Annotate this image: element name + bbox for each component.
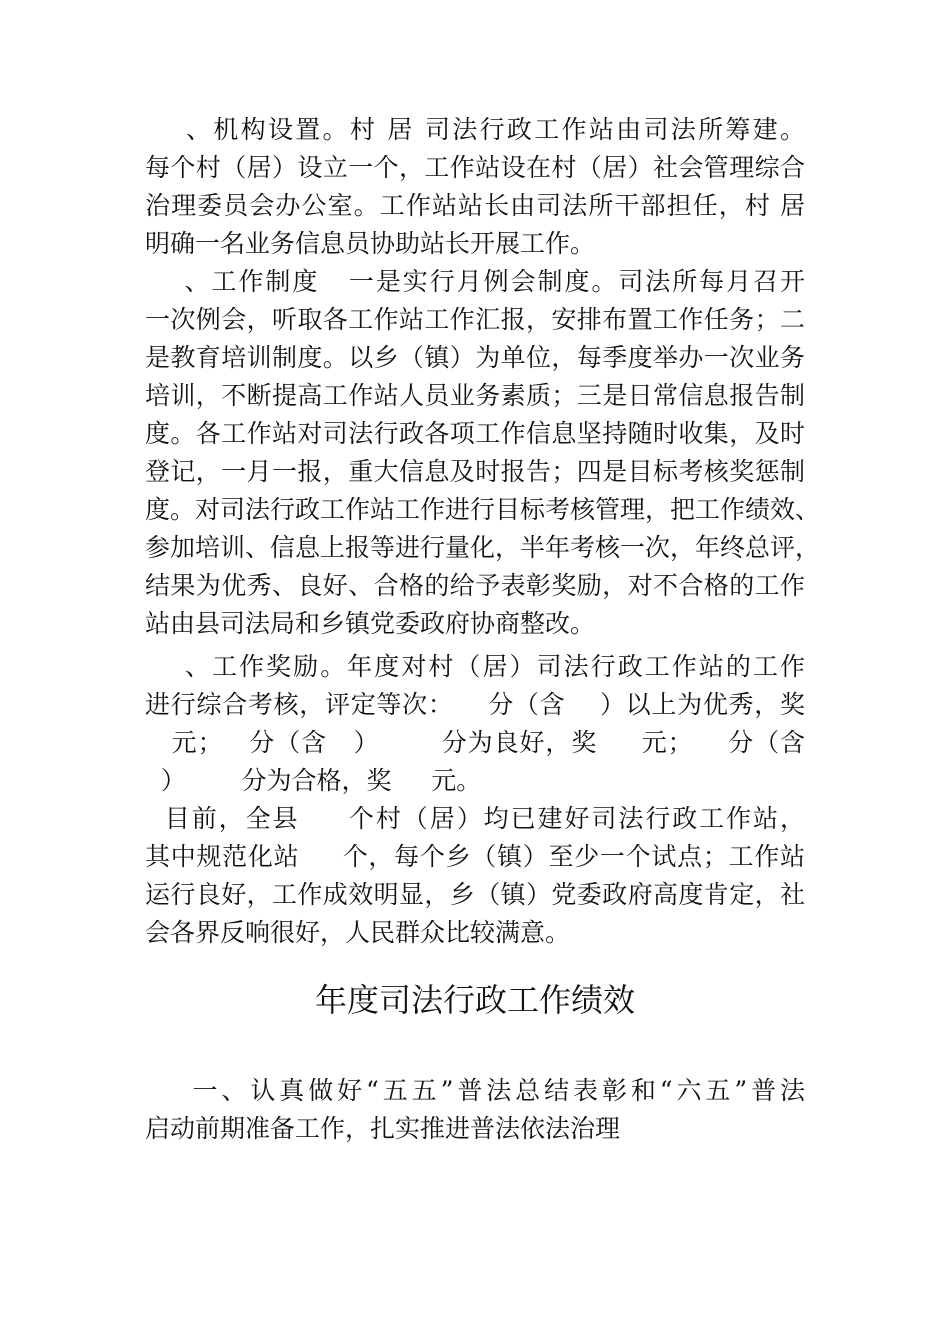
paragraph-line: 站由县司法局和乡镇党委政府协商整改。	[145, 609, 596, 638]
paragraph-line: 登记，一月一报，重大信息及时报告；四是目标考核奖惩制	[145, 457, 805, 486]
paragraph-line: 明确一名业务信息员协助站长开展工作。	[145, 229, 596, 258]
paragraph-line: 、机构设置。村 居 司法行政工作站由司法所筹建。	[145, 115, 805, 144]
paragraph-line: 进行综合考核，评定等次： 分（含 ）以上为优秀，奖	[145, 690, 805, 719]
paragraph-line: 参加培训、信息上报等进行量化，半年考核一次，年终总评，	[145, 533, 821, 562]
paragraph-line: 、工作制度 一是实行月例会制度。司法所每月召开	[145, 267, 805, 296]
paragraph-line: 是教育培训制度。以乡（镇）为单位，每季度举办一次业务	[145, 343, 805, 372]
paragraph-line: 其中规范化站 个，每个乡（镇）至少一个试点；工作站	[145, 842, 805, 871]
paragraph-line: 运行良好，工作成效明显，乡（镇）党委政府高度肯定，社	[145, 880, 805, 909]
paragraph-line: 元； 分（含 ） 分为良好，奖 元； 分（含	[145, 728, 805, 757]
paragraph-line: 结果为优秀、良好、合格的给予表彰奖励，对不合格的工作	[145, 571, 805, 600]
paragraph-line: ） 分为合格，奖 元。	[145, 766, 482, 795]
paragraph-line: 、工作奖励。年度对村（居）司法行政工作站的工作	[145, 652, 805, 681]
paragraph-line: 度。各工作站对司法行政各项工作信息坚持随时收集，及时	[145, 419, 805, 448]
paragraph-line: 度。对司法行政工作站工作进行目标考核管理，把工作绩效、	[145, 495, 821, 524]
paragraph-line: 一、认真做好“五五”普法总结表彰和“六五”普法	[145, 1076, 805, 1105]
paragraph-line: 每个村（居）设立一个，工作站设在村（居）社会管理综合	[145, 153, 805, 182]
paragraph-line: 一次例会，听取各工作站工作汇报，安排布置工作任务；二	[145, 305, 805, 334]
paragraph-line: 启动前期准备工作，扎实推进普法依法治理	[145, 1114, 621, 1143]
paragraph-line: 目前，全县 个村（居）均已建好司法行政工作站，	[145, 804, 805, 833]
paragraph-line: 培训，不断提高工作站人员业务素质；三是日常信息报告制	[145, 381, 805, 410]
paragraph-line: 治理委员会办公室。工作站站长由司法所干部担任，村 居	[145, 191, 805, 220]
section-heading: 年度司法行政工作绩效	[314, 981, 635, 1019]
paragraph-line: 会各界反响很好，人民群众比较满意。	[145, 918, 571, 947]
